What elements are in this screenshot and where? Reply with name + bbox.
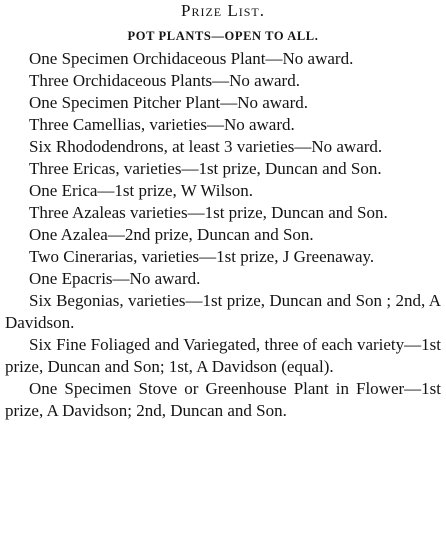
prize-entry: One Specimen Pitcher Plant—No award. xyxy=(29,93,309,112)
prize-entry: Three Orchidaceous Plants—No award. xyxy=(29,71,300,90)
prize-entry: One Specimen Stove or Greenhouse Plant in Flower—1st prize, A Davidson; 2nd, Duncan and Son. xyxy=(5,379,441,420)
prize-entry: One Specimen Orchidaceous Plant—No award. xyxy=(29,49,354,68)
prize-entry: Three Camellias, varieties—No award. xyxy=(29,115,295,134)
section-heading: POT PLANTS—OPEN TO ALL. xyxy=(127,29,319,43)
prize-list-title: Prize List. xyxy=(181,1,265,20)
prize-entry: Three Ericas, varieties—1st prize, Duncan and Son. xyxy=(29,159,382,178)
prize-entry: Two Cinerarias, varieties—1st prize, J Greenaway. xyxy=(29,247,375,266)
prize-entry: One Epacris—No award. xyxy=(29,269,201,288)
prize-entry: Six Rhododendrons, at least 3 varieties—No award. xyxy=(29,137,383,156)
prize-entry: One Erica—1st prize, W Wilson. xyxy=(29,181,254,200)
prize-entry: One Azalea—2nd prize, Duncan and Son. xyxy=(29,225,314,244)
prize-entry: Six Begonias, varieties—1st prize, Duncan and Son ; 2nd, A Davidson. xyxy=(5,291,441,332)
prize-entries xyxy=(5,48,441,422)
prize-entry: Three Azaleas varieties—1st prize, Duncan and Son. xyxy=(29,203,388,222)
prize-entry: Six Fine Foliaged and Variegated, three of each variety—1st prize, Duncan and Son; 1st, A Davidson (equal). xyxy=(5,335,441,376)
